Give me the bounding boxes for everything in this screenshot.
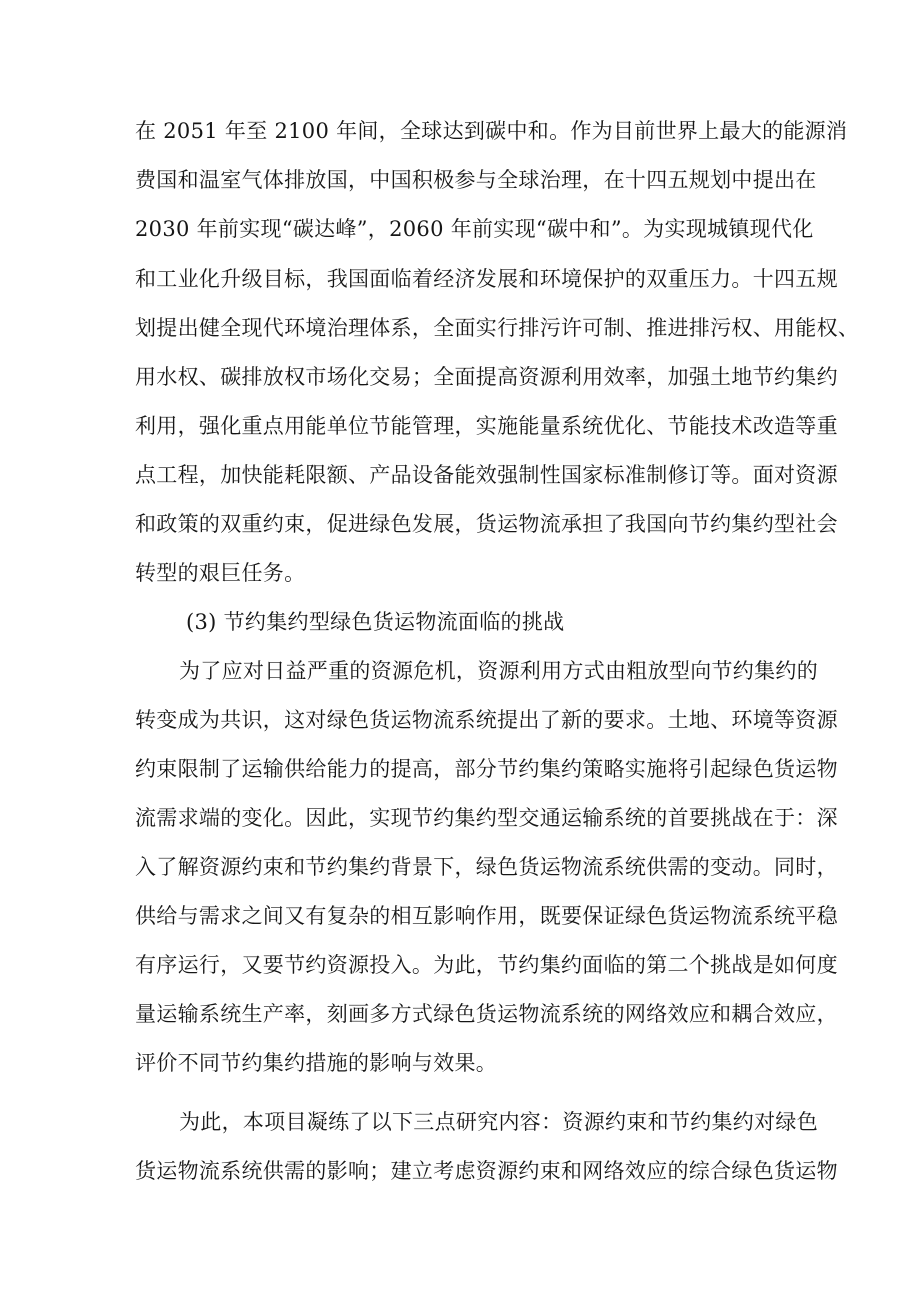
paragraph-2-line: 入了解资源约束和节约集约背景下，绿色货运物流系统供需的变动。同时， [135, 855, 838, 879]
paragraph-1-line: 2030 年前实现“碳达峰”，2060 年前实现“碳中和”。为实现城镇现代化 [135, 217, 814, 241]
paragraph-3-line: 货运物流系统供需的影响；建立考虑资源约束和网络效应的综合绿色货运物 [135, 1159, 838, 1183]
paragraph-2-line: 量运输系统生产率，刻画多方式绿色货运物流系统的网络效应和耦合效应， [135, 1002, 838, 1026]
paragraph-1-line: 利用，强化重点用能单位节能管理，实施能量系统优化、节能技术改造等重 [135, 414, 838, 438]
paragraph-1-line: 费国和温室气体排放国，中国积极参与全球治理，在十四五规划中提出在 [135, 168, 817, 192]
paragraph-3-line: 为此，本项目凝练了以下三点研究内容：资源约束和节约集约对绿色 [179, 1110, 818, 1134]
paragraph-2-line: 有序运行，又要节约资源投入。为此，节约集约面临的第二个挑战是如何度 [135, 953, 838, 977]
paragraph-2-line: 约束限制了运输供给能力的提高，部分节约集约策略实施将引起绿色货运物 [135, 757, 838, 781]
paragraph-2-line: 为了应对日益严重的资源危机，资源利用方式由粗放型向节约集约的 [179, 659, 818, 683]
paragraph-2-line: 供给与需求之间又有复杂的相互影响作用，既要保证绿色货运物流系统平稳 [135, 904, 838, 928]
paragraph-1-line: 划提出健全现代环境治理体系，全面实行排污许可制、推进排污权、用能权、 [135, 316, 860, 340]
paragraph-1-line: 用水权、碳排放权市场化交易；全面提高资源利用效率，加强土地节约集约 [135, 365, 838, 389]
paragraph-2-line: 转变成为共识，这对绿色货运物流系统提出了新的要求。土地、环境等资源 [135, 708, 838, 732]
paragraph-1-line: 转型的艰巨任务。 [135, 561, 306, 585]
paragraph-1-line: 点工程，加快能耗限额、产品设备能效强制性国家标准制修订等。面对资源 [135, 463, 838, 487]
section-heading: (3) 节约集约型绿色货运物流面临的挑战 [186, 610, 565, 634]
paragraph-1-line: 和政策的双重约束，促进绿色发展，货运物流承担了我国向节约集约型社会 [135, 512, 838, 536]
paragraph-2-line: 流需求端的变化。因此，实现节约集约型交通运输系统的首要挑战在于：深 [135, 806, 838, 830]
paragraph-1-line: 在 2051 年至 2100 年间，全球达到碳中和。作为目前世界上最大的能源消 [135, 119, 848, 143]
paragraph-2-line: 评价不同节约集约措施的影响与效果。 [135, 1051, 498, 1075]
paragraph-1-line: 和工业化升级目标，我国面临着经济发展和环境保护的双重压力。十四五规 [135, 267, 838, 291]
